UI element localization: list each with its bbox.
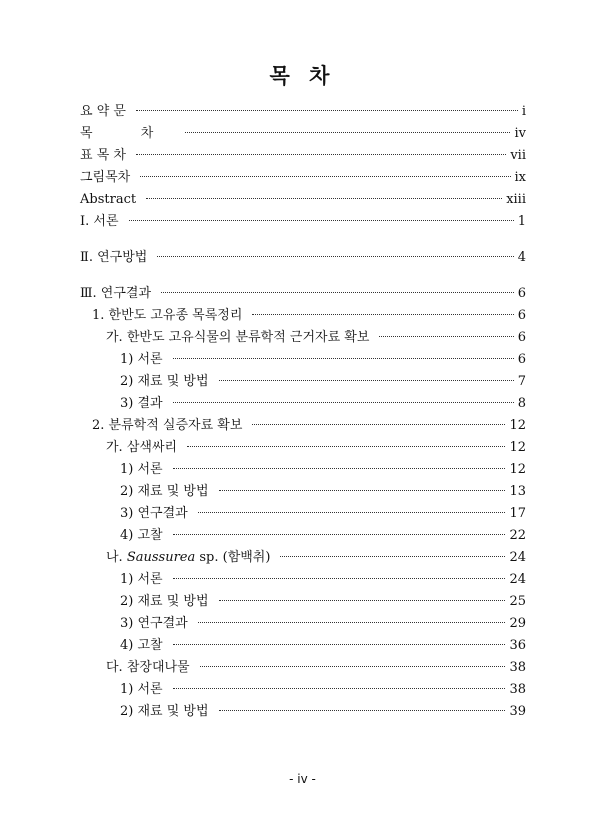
toc-page-number: 22 [509, 528, 526, 543]
toc-page-number: 1 [517, 214, 526, 229]
toc-entry [80, 282, 526, 302]
toc-entry [80, 100, 526, 120]
leader-dots [185, 118, 510, 133]
toc-page-number: 8 [517, 396, 526, 411]
toc-entry [80, 246, 526, 266]
leader-dots [173, 564, 506, 579]
leader-dots [157, 242, 513, 257]
toc-label-italic: Saussurea [126, 550, 196, 565]
toc-entry [80, 436, 526, 456]
toc-label: 2. 분류학적 실증자료 확보 [92, 418, 243, 433]
toc-entry [80, 414, 526, 434]
toc-entry [80, 480, 526, 500]
toc-label: 2) 재료 및 방법 [120, 704, 209, 719]
toc-label: 2) 재료 및 방법 [120, 374, 209, 389]
toc-label: 2) 재료 및 방법 [120, 484, 209, 499]
leader-dots [219, 476, 506, 491]
toc-page-number: 12 [509, 462, 526, 477]
toc-label: Ⅲ. 연구결과 [80, 286, 152, 301]
toc-page-number: 12 [509, 440, 526, 455]
toc-label-suffix: sp. (함백취) [195, 550, 271, 565]
toc-entry [80, 392, 526, 412]
toc-entry [80, 546, 526, 566]
leader-dots [219, 586, 506, 601]
toc-page-number: iv [514, 126, 526, 141]
toc-label: 다. 참장대나물 [106, 660, 190, 675]
leader-dots [173, 454, 506, 469]
toc-page-number: 24 [509, 550, 526, 565]
toc-page-number: xiii [506, 192, 526, 207]
toc-entry [80, 502, 526, 522]
leader-dots [198, 498, 506, 513]
toc-label-prefix: 나. [106, 550, 127, 565]
toc-label: 2) 재료 및 방법 [120, 594, 209, 609]
leader-dots [252, 300, 513, 315]
toc-page-number: 36 [509, 638, 526, 653]
toc-entry [80, 326, 526, 346]
toc-page-number: 6 [517, 286, 526, 301]
toc-entry [80, 568, 526, 588]
toc-label: 표 목 차 [80, 148, 126, 163]
toc-label: 3) 연구결과 [120, 616, 188, 631]
toc-entry [80, 700, 526, 720]
page-footer: - iv - [289, 772, 316, 786]
toc-label: Abstract [80, 192, 137, 207]
toc-entry [80, 458, 526, 478]
toc-label: 3) 결과 [120, 396, 163, 411]
toc-label: Ⅰ. 서론 [80, 214, 119, 229]
leader-dots [219, 366, 514, 381]
toc-label: 가. 삼색싸리 [106, 440, 178, 455]
toc-page-number: 29 [509, 616, 526, 631]
leader-dots [173, 388, 514, 403]
toc-page-number: 6 [517, 330, 526, 345]
toc-label: 요 약 문 [80, 104, 126, 119]
leader-dots [379, 322, 513, 337]
toc-label: 1. 한반도 고유종 목록정리 [92, 308, 243, 323]
toc-entry [80, 348, 526, 368]
page-title: 목 차 [269, 63, 336, 88]
toc-label: 목 차 [80, 126, 176, 141]
leader-dots [136, 140, 506, 155]
toc-entry [80, 678, 526, 698]
toc-label: 1) 서론 [120, 352, 163, 367]
toc-label: 4) 고찰 [120, 528, 163, 543]
leader-dots [129, 206, 514, 221]
toc-page-number: 6 [517, 308, 526, 323]
toc-entry [80, 634, 526, 654]
toc-entry [80, 612, 526, 632]
toc-entry [80, 370, 526, 390]
toc-entry [80, 210, 526, 230]
leader-dots [173, 630, 506, 645]
toc-label: 4) 고찰 [120, 638, 163, 653]
toc-page-number: i [521, 104, 526, 119]
toc-page-number: 12 [509, 418, 526, 433]
toc-page-number: 39 [509, 704, 526, 719]
toc-page-number: 17 [509, 506, 526, 521]
leader-dots [161, 278, 514, 293]
toc-page-number: vii [510, 148, 526, 163]
toc-label: 1) 서론 [120, 462, 163, 477]
toc-page-number: 13 [509, 484, 526, 499]
toc-entry [80, 144, 526, 164]
toc-entry [80, 188, 526, 208]
toc-label: 그림목차 [80, 170, 131, 185]
leader-dots [280, 542, 505, 557]
leader-dots [173, 344, 514, 359]
leader-dots [173, 520, 506, 535]
toc-entry [80, 656, 526, 676]
toc-label: 1) 서론 [120, 572, 163, 587]
leader-dots [173, 674, 506, 689]
toc-page-number: 6 [517, 352, 526, 367]
toc-label: 3) 연구결과 [120, 506, 188, 521]
leader-dots [146, 184, 502, 199]
toc-entry [80, 122, 526, 142]
toc-page-number: 25 [509, 594, 526, 609]
toc-page-number: 4 [517, 250, 526, 265]
toc-entry [80, 166, 526, 186]
leader-dots [136, 96, 518, 111]
toc-label: 가. 한반도 고유식물의 분류학적 근거자료 확보 [106, 330, 370, 345]
toc-entry [80, 304, 526, 324]
leader-dots [140, 162, 510, 177]
toc-page-number: 7 [517, 374, 526, 389]
toc-entry [80, 590, 526, 610]
toc-label: 1) 서론 [120, 682, 163, 697]
toc-entry [80, 524, 526, 544]
toc-page-number: ix [514, 170, 526, 185]
toc-page-number: 24 [509, 572, 526, 587]
leader-dots [219, 696, 506, 711]
leader-dots [252, 410, 505, 425]
leader-dots [187, 432, 505, 447]
toc-page-number: 38 [509, 682, 526, 697]
toc-page-number: 38 [509, 660, 526, 675]
toc-label: Ⅱ. 연구방법 [80, 250, 148, 265]
leader-dots [200, 652, 506, 667]
leader-dots [198, 608, 506, 623]
